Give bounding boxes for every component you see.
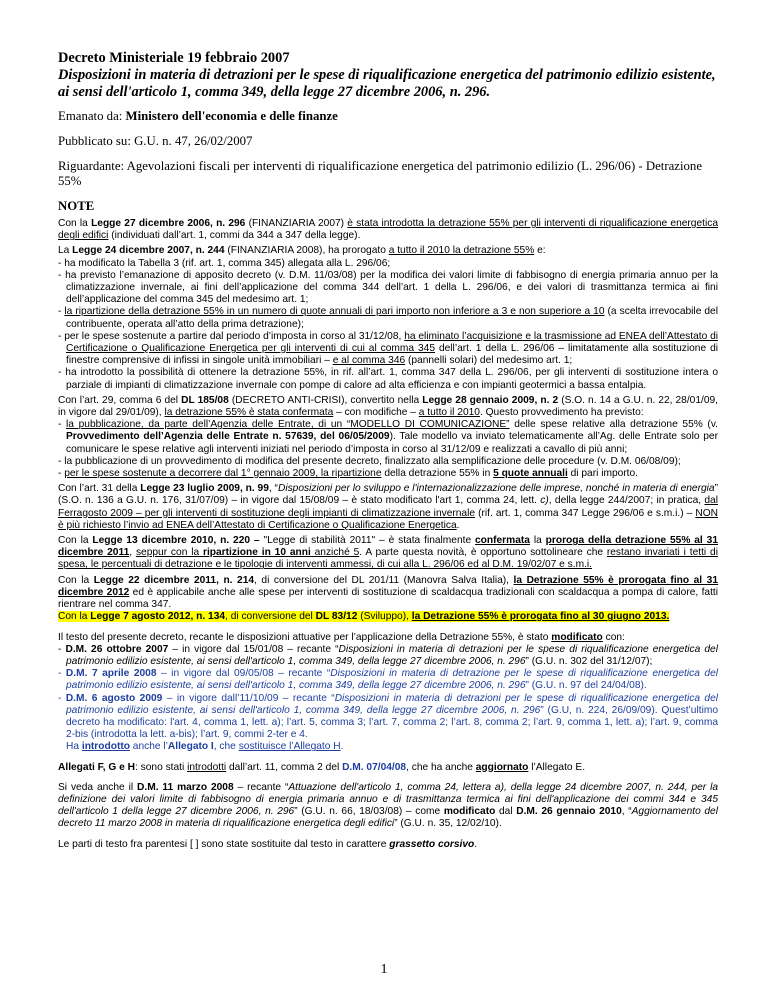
- list-item: - ha introdotto la possibilità di ottenere la detrazione 55%, in rif. all’art. 1, comma 347 della L. 296/06, per gli interventi di sostituzione intera o parziale di impianti di climatizzazione invernale con pompe di calore ad alta efficienza e con impianti geotermici a bassa entalpia.: [58, 367, 718, 391]
- note-paragraph-11: Le parti di testo fra parentesi [ ] sono state sostituite dal testo in carattere grassetto corsivo.: [58, 838, 478, 850]
- note-paragraph-5: Con la Legge 13 dicembre 2010, n. 220 – "Legge di stabilità 2011" – è stata finalmente confermata la proroga della detrazione 55% al 31 dicembre 2011, seppur con la ripartizione in 10 anni anziché 5. A parte questa novità, è opportuno sottolineare che restano invariati i tetti di spesa, le percentuali di detrazione e le tipologie di interventi ammessi, di cui alla L. 296/06 ed al D.M. 19/02/07 e s.m.i.: [58, 535, 718, 571]
- list-item: - ha modificato la Tabella 3 (rif. art. 1, comma 345) allegata alla L. 296/06;: [58, 257, 391, 269]
- list-item: - la pubblicazione di un provvedimento di modifica del presente decreto, finalizzato alla semplificazione delle procedure (v. D.M. 06/08/09);: [58, 455, 681, 467]
- note-paragraph-4: Con l’art. 31 della Legge 23 luglio 2009, n. 99, “Disposizioni per lo sviluppo e l'internazionalizzazione delle imprese, nonché in materia di energia” (S.O. n. 136 a G.U. n. 176, 31/07/09) – in vigore dal 15/08/09 – è stato modificato l'art 1, comma 24, lett. c), della legge 244/2007; in pratica, dal Ferragosto 2009 – per gli interventi di sostituzione degli impianti di climatizzazione invernale (rif. art. 1, comma 347 Legge 296/06 e s.m.i.) – NON è più richiesto l’invio ad ENEA dell’Attestato di Certificazione o Qualificazione Energetica.: [58, 483, 718, 531]
- document-subtitle: Disposizioni in materia di detrazioni per le spese di riqualificazione energetica del patrimonio edilizio esistente, ai sensi dell'articolo 1, comma 349, della legge 27 dicembre 2006, n. 296.: [58, 67, 716, 100]
- page-number: 1: [380, 962, 388, 977]
- note-paragraph-6: Con la Legge 22 dicembre 2011, n. 214, di conversione del DL 201/11 (Manovra Salva Italia), la Detrazione 55% è prorogata fino al 31 dicembre 2012 ed è applicabile anche alle spese per interventi di sostituzione di scaldacqua tradizionali con scaldacqua a pompa di calore, fatti rientrare nel comma 347.: [58, 574, 719, 611]
- list-item: - D.M. 26 ottobre 2007 – in vigore dal 15/01/08 – recante “Disposizioni in materia di detrazioni per le spese di riqualificazione energetica del patrimonio edilizio esistente, ai sensi dell'articolo 1, comma 349, della legge 27 dicembre 2006, n. 296” (G.U. n. 302 del 31/12/07);: [58, 643, 718, 667]
- note-paragraph-7: Con la Legge 7 agosto 2012, n. 134, di conversione del DL 83/12 (Sviluppo), la Detrazione 55% è prorogata fino al 30 giugno 2013.: [58, 611, 670, 623]
- list-item: - ha previsto l’emanazione di apposito decreto (v. D.M. 11/03/08) per la modifica dei valori limite di fabbisogno di energia primaria annuo per la climatizzazione invernale, ai fini dell’applicazione del comma 344 dell’art. 1 della L. 296/06, e dei valori di trasmittanza termica ai fini dell’applicazione del comma 345 del medesimo art. 1;: [58, 269, 718, 306]
- document-page: [58, 50, 718, 851]
- note-paragraph-2: La Legge 24 dicembre 2007, n. 244 (FINANZIARIA 2008), ha prorogato a tutto il 2010 la detrazione 55% e:: [58, 245, 546, 257]
- list-item: - la pubblicazione, da parte dell’Agenzia delle Entrate, di un “MODELLO DI COMUNICAZIONE” delle spese relative alla detrazione 55% (v. Provvedimento dell’Agenzia delle Entrate n. 57639, del 06/05/2009). Tale modello va inviato telematicamente all’Ag. delle Entrate solo per comunicare le spese relative agli interventi iniziati nel periodo d’imposta in corso al 31/12/09 e realizzati a cavallo di più anni;: [58, 419, 718, 455]
- pubblicato-line: Pubblicato su: G.U. n. 47, 26/02/2007: [58, 134, 253, 148]
- riguardante-line: Riguardante: Agevolazioni fiscali per interventi di riqualificazione energetica del patrimonio edilizio (L. 296/06) - Detrazione 55%: [58, 159, 702, 188]
- list-item: - per le spese sostenute a partire dal periodo d’imposta in corso al 31/12/08, ha eliminato l’acquisizione e la trasmissione ad ENEA dell’Attestato di Certificazione o Qualificazione Energetica per gli interventi di cui al comma 345 dell’art. 1 della L. 296/06 – limitatamente alla sostituzione di finestre comprensive di infissi in singole unità immobiliari – e al comma 346 (pannelli solari) del medesimo art. 1;: [58, 330, 719, 367]
- note-paragraph-8: Il testo del presente decreto, recante le disposizioni attuative per l’applicazione della Detrazione 55%, è stato modificato con:: [58, 631, 625, 643]
- emanato-value: Ministero dell'economia e delle finanze: [125, 109, 338, 123]
- notes-heading: NOTE: [58, 199, 95, 213]
- list-item: - la ripartizione della detrazione 55% in un numero di quote annuali di pari importo non inferiore a 3 e non superiore a 10 (a scelta irrevocabile del contribuente, operata all’atto della prima detrazione);: [58, 306, 718, 330]
- list-item: - per le spese sostenute a decorrere dal 1° gennaio 2009, la ripartizione della detrazione 55% in 5 quote annuali di pari importo.: [58, 468, 639, 480]
- note-paragraph-9: Allegati F, G e H: sono stati introdotti dall’art. 11, comma 2 del D.M. 07/04/08, che ha anche aggiornato l’Allegato E.: [58, 761, 586, 773]
- document-title: Decreto Ministeriale 19 febbraio 2007: [58, 50, 290, 66]
- list-item: - D.M. 6 agosto 2009 – in vigore dall’11/10/09 – recante “Disposizioni in materia di detrazioni per le spese di riqualificazione energetica del patrimonio edilizio esistente, ai sensi dell'articolo 1, comma 349, della legge 27 dicembre 2006, n. 296” (G.U, n. 224, 26/09/09). Quest’ultimo decreto ha modificato: l'art. 4, comma 1, lett. a); l’art. 5, comma 3; l’art. 7, comma 2; l’art. 8, comma 2; l’art. 9, comma 1, lett. a); l’art. 9, comma 2-bis (introdotta la lett. a-bis); l’art. 9, commi 2-ter e 4. Ha introdotto anche l’Allegato I, che sostituisce l’Allegato H.: [58, 692, 719, 753]
- list-item: - D.M. 7 aprile 2008 – in vigore dal 09/05/08 – recante “Disposizioni in materia di detrazione per le spese di riqualificazione energetica del patrimonio edilizio esistente, ai sensi dell'articolo 1, comma 349, della legge 27 dicembre 2006, n. 296” (G.U. n. 97 del 24/04/08).: [58, 668, 719, 692]
- emanato-line: Emanato da: Ministero dell'economia e delle finanze: [58, 109, 338, 123]
- note-paragraph-1: Con la Legge 27 dicembre 2006, n. 296 (FINANZIARIA 2007) è stata introdotta la detrazione 55% per gli interventi di riqualificazione energetica degli edifici (individuati dall’art. 1, commi da 344 a 347 della legge).: [58, 218, 718, 242]
- note-paragraph-10: Si veda anche il D.M. 11 marzo 2008 – recante “Attuazione dell'articolo 1, comma 24, lettera a), della legge 24 dicembre 2007, n. 244, per la definizione dei valori limite di fabbisogno di energia primaria annuo e di trasmittanza termica ai fini dell'applicazione dei commi 344 e 345 dell'articolo 1 della legge 27 dicembre 2006, n. 296” (G.U. n. 66, 18/03/08) – come modificato dal D.M. 26 gennaio 2010, “Aggiornamento del decreto 11 marzo 2008 in materia di riqualificazione energetica degli edifici” (G.U. n. 35, 12/02/10).: [58, 781, 719, 830]
- note-paragraph-3: Con l’art. 29, comma 6 del DL 185/08 (DECRETO ANTI-CRISI), convertito nella Legge 28 gennaio 2009, n. 2 (S.O. n. 14 a G.U. n. 22, 28/01/09, in vigore dal 29/01/09), la detrazione 55% è stata confermata – con modifiche – a tutto il 2010. Questo provvedimento ha previsto:: [58, 394, 718, 419]
